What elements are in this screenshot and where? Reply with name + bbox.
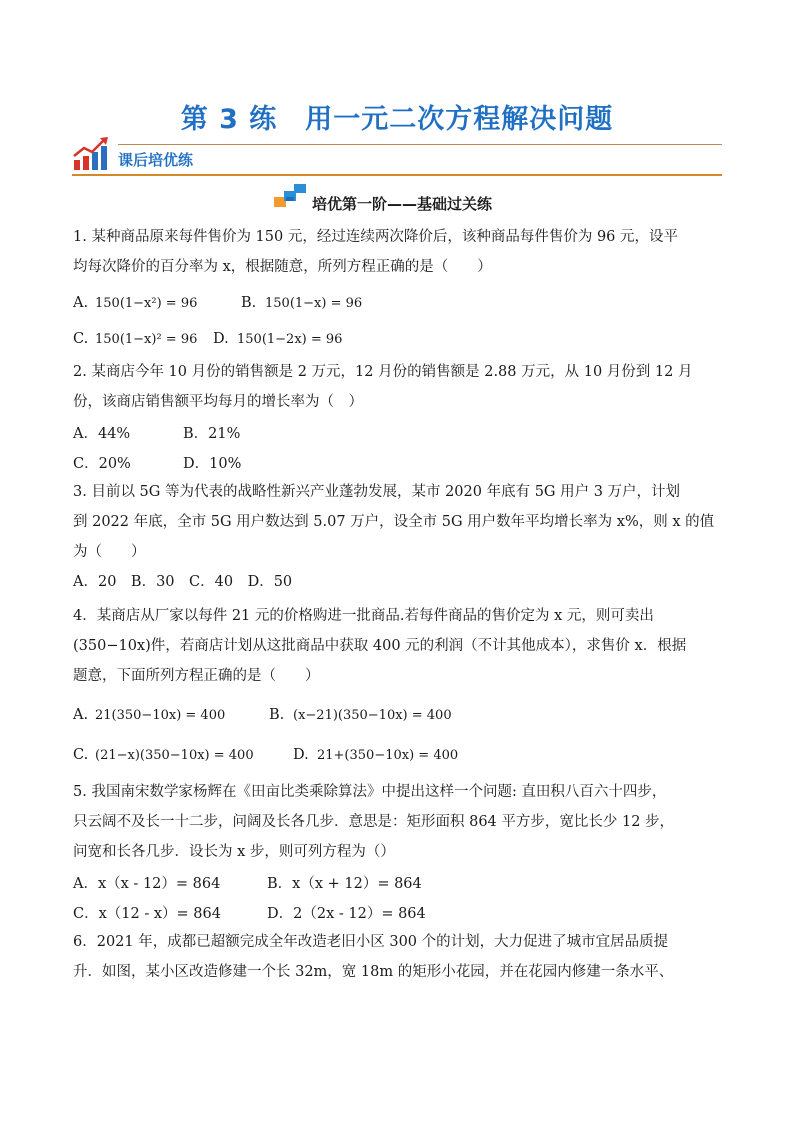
q4-option-c: (21−x)(350−10x) = 400 bbox=[95, 747, 254, 763]
question-5-options-row-1 bbox=[73, 867, 723, 897]
q4-option-d: 21+(350−10x) = 400 bbox=[317, 747, 459, 763]
question-1-options-row-1 bbox=[73, 287, 723, 319]
question-4-line-1: 4．某商店从厂家以每件 21 元的价格购进一批商品.若每件商品的售价定为 x 元，则可卖出 bbox=[73, 608, 654, 624]
q1-option-b-label: B. bbox=[241, 295, 257, 311]
q4-option-b: (x−21)(350−10x) = 400 bbox=[293, 707, 452, 723]
q1-option-b: 150(1−x) = 96 bbox=[265, 295, 363, 311]
question-6-line-1: 6．2021 年，成都已超额完成全年改造老旧小区 300 个的计划，大力促进了城市宜居品质提 bbox=[73, 934, 669, 950]
growth-chart-icon bbox=[72, 136, 112, 172]
question-4-options-row-2 bbox=[73, 739, 723, 771]
question-5-line-1: 5. 我国南宋数学家杨辉在《田亩比类乘除算法》中提出这样一个问题: 直田积八百六十四步， bbox=[73, 784, 667, 800]
question-3-options: A．20 B．30 C．40 D．50 bbox=[73, 574, 293, 590]
stairs-icon bbox=[274, 183, 308, 207]
question-5 bbox=[73, 777, 723, 927]
q4-option-c-label: C. bbox=[73, 747, 89, 763]
q4-option-b-label: B. bbox=[269, 707, 285, 723]
q1-option-a: 150(1−x²) = 96 bbox=[95, 295, 198, 311]
question-5-options-row-2 bbox=[73, 897, 723, 927]
q1-option-a-label: A. bbox=[73, 295, 89, 311]
question-3 bbox=[73, 477, 723, 597]
page-title: 第 3 练 用一元二次方程解决问题 bbox=[180, 104, 614, 135]
q4-option-d-label: D. bbox=[293, 747, 309, 763]
q4-option-a: 21(350−10x) = 400 bbox=[95, 707, 226, 723]
question-1-line-2: 均每次降价的百分率为 x，根据随意，所列方程正确的是（ ） bbox=[73, 259, 492, 275]
question-4-options-row-1 bbox=[73, 699, 723, 731]
stage-heading bbox=[274, 183, 534, 213]
q2-option-d: D．10% bbox=[183, 455, 242, 472]
q2-option-a: A．44% bbox=[73, 425, 131, 442]
question-2-line-2: 份，该商店销售额平均每月的增长率为（ ） bbox=[73, 394, 363, 410]
question-5-line-3: 问宽和长各几步．设长为 x 步，则可列方程为（） bbox=[73, 844, 395, 860]
q1-option-c-label: C. bbox=[73, 331, 89, 347]
question-2-options-row-1 bbox=[73, 417, 723, 447]
q1-option-d-label: D. bbox=[213, 331, 229, 347]
q2-option-b: B．21% bbox=[183, 425, 241, 442]
question-2 bbox=[73, 357, 723, 477]
question-4-line-3: 题意，下面所列方程正确的是（ ） bbox=[73, 668, 320, 684]
question-6-line-2: 升．如图，某小区改造修建一个长 32m，宽 18m 的矩形小花园，并在花园内修建一条水平、 bbox=[73, 964, 674, 980]
section-top-rule bbox=[118, 144, 722, 145]
q5-option-d: D．2（2x - 12）= 864 bbox=[267, 905, 426, 922]
question-5-line-2: 只云阔不及长一十二步，问阔及长各几步．意思是：矩形面积 864 平方步，宽比长少 12 步， bbox=[73, 814, 675, 830]
question-3-line-2: 到 2022 年底，全市 5G 用户数达到 5.07 万户，设全市 5G 用户数年平均增长率为 x%，则 x 的值 bbox=[73, 514, 715, 530]
q5-option-c: C．x（12 - x）= 864 bbox=[73, 905, 221, 922]
question-1 bbox=[73, 222, 723, 355]
section-header bbox=[72, 136, 722, 176]
question-1-options-row-2 bbox=[73, 323, 723, 355]
q1-option-c: 150(1−x)² = 96 bbox=[95, 331, 198, 347]
question-list bbox=[73, 222, 723, 987]
question-2-line-1: 2. 某商店今年 10 月份的销售额是 2 万元，12 月份的销售额是 2.88 万元，从 10 月份到 12 月 bbox=[73, 364, 693, 380]
stage-label: 培优第一阶——基础过关练 bbox=[312, 195, 493, 213]
q4-option-a-label: A. bbox=[73, 707, 89, 723]
q1-option-d: 150(1−2x) = 96 bbox=[237, 331, 343, 347]
q5-option-a: A．x（x - 12）= 864 bbox=[73, 875, 221, 892]
section-bottom-rule bbox=[72, 174, 722, 176]
q5-option-b: B．x（x + 12）= 864 bbox=[267, 875, 422, 892]
q2-option-c: C．20% bbox=[73, 455, 131, 472]
question-6 bbox=[73, 927, 723, 987]
question-4 bbox=[73, 601, 723, 771]
section-label: 课后培优练 bbox=[118, 151, 194, 169]
question-4-line-2: (350−10x)件，若商店计划从这批商品中获取 400 元的利润（不计其他成本），求售价 x．根据 bbox=[73, 638, 687, 654]
question-3-line-3: 为（ ） bbox=[73, 544, 146, 560]
question-1-line-1: 1. 某种商品原来每件售价为 150 元，经过连续两次降价后，该种商品每件售价为 96 元，设平 bbox=[73, 229, 679, 245]
question-2-options-row-2 bbox=[73, 447, 723, 477]
question-3-line-1: 3. 目前以 5G 等为代表的战略性新兴产业蓬勃发展，某市 2020 年底有 5G 用户 3 万户，计划 bbox=[73, 484, 681, 500]
